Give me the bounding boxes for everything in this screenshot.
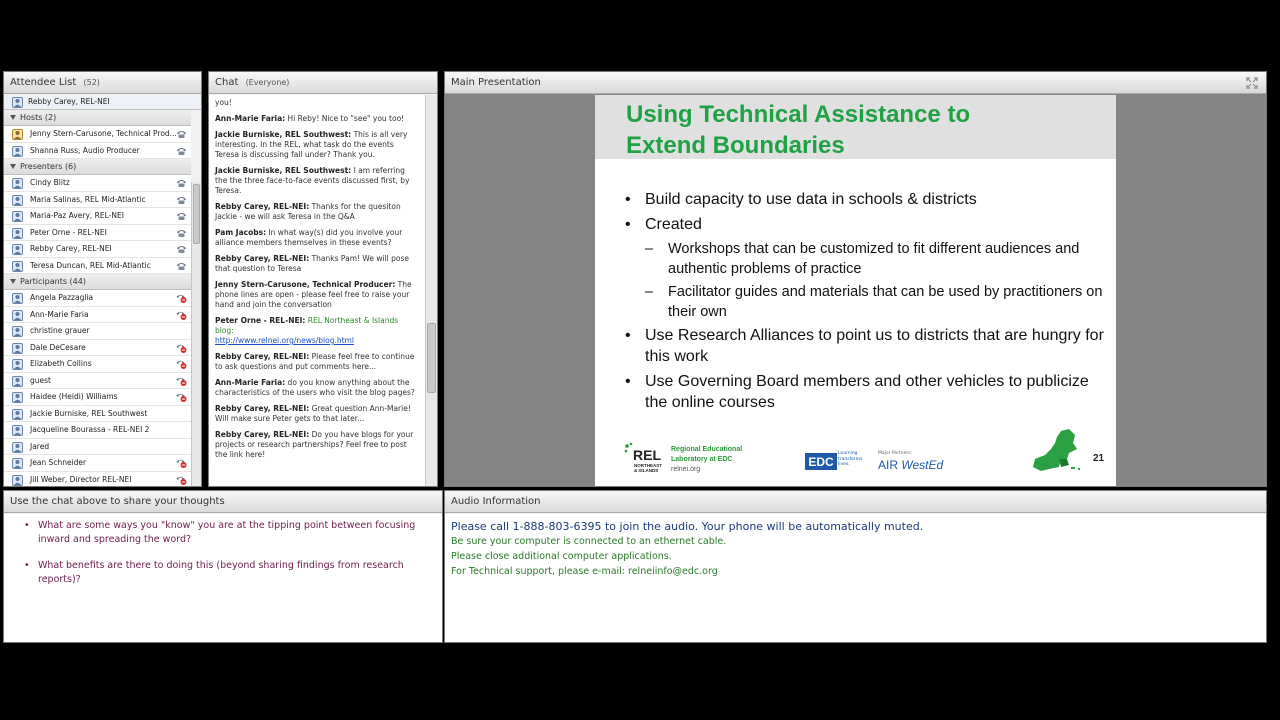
- attendee-row[interactable]: [4, 175, 191, 192]
- edc-logo-text: EDC: [808, 455, 834, 469]
- slide-sub-bullet: – Workshops that can be customized to fit different audiences and authentic problems of practice: [625, 239, 1105, 279]
- slide-bullet: • Created: [625, 214, 1105, 235]
- edc-tag-line: transforms: [838, 456, 863, 462]
- chat-sender: Jackie Burniske, REL Southwest:: [215, 130, 352, 139]
- phone-icon: [176, 195, 187, 205]
- chat-message: [215, 166, 419, 196]
- slide-title-line: Using Technical Assistance to: [626, 101, 971, 128]
- audio-instruction: Be sure your computer is connected to an ethernet cable.: [451, 536, 727, 547]
- chat-sender: Rebby Carey, REL-NEI:: [215, 404, 310, 413]
- rel-org-name: [671, 445, 742, 475]
- phone-muted-icon: [176, 359, 187, 369]
- participant-icon: [12, 376, 23, 387]
- partner-logos: [878, 458, 943, 472]
- chat-message: [215, 352, 419, 372]
- audio-instruction: Please close additional computer applications.: [451, 551, 672, 562]
- attendee-name: Rebby Carey, REL-NEI: [30, 244, 112, 253]
- chat-header: [209, 72, 437, 94]
- rel-url: relnei.org: [671, 466, 701, 473]
- attendee-name: Dale DeCesare: [30, 342, 86, 352]
- chat-sender: Ann-Marie Faria:: [215, 378, 286, 387]
- presentation-pod: [444, 71, 1267, 487]
- chat-message: [215, 378, 419, 398]
- chat-text: Please feel free to continue to ask questions and put comments here...: [215, 352, 415, 371]
- chat-text: Great question Ann-Marie! Will make sure Peter gets to that later...: [215, 404, 411, 423]
- attendee-row[interactable]: [4, 439, 191, 456]
- attendee-row[interactable]: [4, 208, 191, 225]
- edc-logo: [805, 453, 837, 470]
- chat-message: [215, 130, 419, 160]
- phone-muted-icon: [176, 293, 187, 303]
- group-hosts[interactable]: [4, 110, 191, 126]
- attendee-name: Jacqueline Bourassa - REL-NEI 2: [30, 425, 150, 434]
- presenter-icon: [12, 195, 23, 206]
- audio-pod: [444, 490, 1267, 643]
- slide: [595, 95, 1116, 487]
- chat-sender: Rebby Carey, REL-NEI:: [215, 352, 310, 361]
- phone-icon: [176, 261, 187, 271]
- chat-text: Thanks Pam! We will pose that question to Teresa: [215, 254, 409, 273]
- chat-message: [215, 280, 419, 310]
- edc-tag-line: lives.: [838, 462, 850, 467]
- chat-text: you!: [215, 98, 232, 107]
- notes-title: Use the chat above to share your thoughts: [10, 496, 225, 507]
- audio-body: [445, 514, 1266, 642]
- attendee-row[interactable]: [4, 373, 191, 390]
- chat-text: This is all very interesting. In the REL, what task do the events Teresa is discussing fall under? Thank you.: [215, 130, 408, 159]
- attendee-row[interactable]: [4, 406, 191, 423]
- phone-muted-icon: [176, 458, 187, 468]
- phone-muted-icon: [176, 392, 187, 402]
- current-user-row[interactable]: [4, 94, 201, 110]
- chat-sender: Ann-Marie Faria:: [215, 114, 286, 123]
- attendee-name: Shanna Russ, Audio Producer: [30, 145, 140, 155]
- attendee-row[interactable]: [4, 340, 191, 357]
- audio-title: Audio Information: [451, 496, 541, 507]
- group-presenters-label: Presenters (6): [20, 162, 77, 171]
- participant-icon: [12, 310, 23, 321]
- slide-bullet: • Use Governing Board members and other vehicles to publicize the online courses: [625, 371, 1105, 413]
- attendee-row[interactable]: [4, 192, 191, 209]
- rel-logo: [623, 442, 671, 478]
- attendee-name: Jared: [30, 441, 50, 451]
- attendee-name: Elizabeth Collins: [30, 359, 92, 368]
- slide-title-line: Extend Boundaries: [626, 132, 845, 159]
- participant-icon: [12, 458, 23, 469]
- chat-message: [215, 228, 419, 248]
- chat-messages: [209, 95, 425, 486]
- attendee-scroll-thumb[interactable]: [193, 184, 200, 244]
- partners-label: Major Partners:: [878, 451, 913, 456]
- slide-bullets: [625, 189, 1105, 417]
- chat-sender: Rebby Carey, REL-NEI:: [215, 254, 310, 263]
- phone-icon: [176, 146, 187, 156]
- edc-tagline: [838, 451, 862, 468]
- attendee-name: Jenny Stern-Carusone, Technical Prod...: [30, 129, 177, 138]
- attendee-name: christine grauer: [30, 326, 90, 335]
- slide-bullet: • Use Research Alliances to point us to districts that are hungry for this work: [625, 325, 1105, 367]
- audio-dial-in: Please call 1-888-803-6395 to join the audio. Your phone will be automatically muted.: [451, 520, 924, 533]
- participant-icon: [12, 392, 23, 403]
- host-icon: [12, 129, 23, 140]
- chat-scrollbar[interactable]: [425, 95, 437, 486]
- fullscreen-icon[interactable]: [1246, 77, 1258, 89]
- participant-icon: [12, 359, 23, 370]
- notes-body: [4, 514, 442, 642]
- phone-muted-icon: [176, 343, 187, 353]
- attendee-row[interactable]: [4, 389, 191, 406]
- chat-scope[interactable]: (Everyone): [245, 78, 290, 87]
- attendee-name: Ann-Marie Faria: [30, 309, 89, 319]
- chat-scroll-thumb[interactable]: [427, 323, 436, 393]
- rel-name-line: Laboratory at EDC: [671, 456, 733, 463]
- attendee-row[interactable]: [4, 307, 191, 324]
- chat-sender: Rebby Carey, REL-NEI:: [215, 202, 310, 211]
- attendee-row[interactable]: [4, 258, 191, 275]
- phone-icon: [176, 211, 187, 221]
- discussion-question: • What benefits are there to doing this (beyond sharing findings from research reports)?: [24, 559, 430, 587]
- participant-icon: [12, 442, 23, 453]
- rel-logo-text: REL: [633, 447, 661, 463]
- attendee-name: Maria-Paz Avery, REL-NEI: [30, 211, 124, 220]
- chat-sender: Peter Orne - REL-NEI:: [215, 316, 306, 325]
- chat-message: [215, 316, 419, 346]
- northeast-map-icon: [1031, 429, 1085, 475]
- rel-logo-sub: NORTHEAST: [634, 463, 662, 468]
- chat-text: REL Northeast & Islands blog:: [215, 316, 399, 335]
- attendee-name: Cindy Blitz: [30, 178, 70, 187]
- rel-name-line: Regional Educational: [671, 446, 743, 453]
- participant-icon: [12, 425, 23, 436]
- participant-icon: [12, 475, 23, 486]
- chat-message: [215, 202, 419, 222]
- chat-sender: Jackie Burniske, REL Southwest:: [215, 166, 352, 175]
- presentation-title: Main Presentation: [451, 77, 541, 88]
- slide-bullet: • Build capacity to use data in schools & districts: [625, 189, 1105, 210]
- chat-title: Chat: [215, 77, 239, 88]
- attendee-name: Haidee (Heidi) Williams: [30, 392, 118, 401]
- participant-icon: [12, 293, 23, 304]
- current-user-name: Rebby Carey, REL-NEI: [28, 97, 110, 106]
- participant-icon: [12, 409, 23, 420]
- user-status-icon: [12, 97, 23, 108]
- attendee-row[interactable]: [4, 225, 191, 242]
- group-participants[interactable]: [4, 274, 191, 290]
- presenter-icon: [12, 211, 23, 222]
- presenter-icon: [12, 244, 23, 255]
- phone-icon: [176, 244, 187, 254]
- chat-message: [215, 404, 419, 424]
- group-participants-label: Participants (44): [20, 277, 86, 286]
- chat-text: Thanks for the quesiton Jackie - we will ask Teresa in the Q&A: [215, 202, 401, 221]
- attendee-row[interactable]: [4, 143, 191, 160]
- attendee-name: guest: [30, 375, 51, 385]
- attendee-name: Peter Orne - REL-NEI: [30, 227, 107, 237]
- rel-logo-sub: & ISLANDS: [634, 468, 659, 473]
- presenter-icon: [12, 261, 23, 272]
- attendee-scrollbar[interactable]: [191, 182, 201, 486]
- slide-number: 21: [1093, 453, 1105, 464]
- audio-support: For Technical support, please e-mail: relneiinfo@edc.org: [451, 566, 718, 577]
- chat-pod: [208, 71, 438, 487]
- attendee-name: Teresa Duncan, REL Mid-Atlantic: [30, 260, 151, 270]
- wested-logo: WestEd: [901, 458, 944, 472]
- chat-text: Hi Reby! Nice to "see" you too!: [285, 114, 405, 123]
- notes-header: [4, 491, 442, 513]
- chat-sender: Jenny Stern-Carusone, Technical Producer:: [215, 280, 396, 289]
- chat-message: [215, 98, 419, 108]
- audio-header: [445, 491, 1266, 513]
- attendee-row[interactable]: [4, 323, 191, 340]
- participant-icon: [12, 326, 23, 337]
- air-logo: AIR: [878, 458, 899, 472]
- group-presenters[interactable]: [4, 159, 191, 175]
- chat-text: do you know anything about the characteristics of the users who visit the blog pages?: [215, 378, 415, 397]
- presentation-header: [445, 72, 1266, 94]
- edc-tag-line: Learning: [838, 451, 858, 456]
- attendee-count: (52): [83, 78, 100, 87]
- chat-message: [215, 114, 419, 124]
- group-hosts-label: Hosts (2): [20, 113, 57, 122]
- attendee-name: Jill Weber, Director REL-NEI: [30, 474, 132, 484]
- slide-title: [626, 99, 970, 161]
- attendee-name: Jean Schneider: [30, 458, 87, 467]
- attendee-row[interactable]: [4, 290, 191, 307]
- attendee-name: Jackie Burniske, REL Southwest: [30, 408, 148, 418]
- chat-sender: Rebby Carey, REL-NEI:: [215, 430, 310, 439]
- attendee-row[interactable]: [4, 455, 191, 472]
- phone-icon: [176, 228, 187, 238]
- chat-text: I am referring the the three face-to-face events discussed first, by Teresa.: [215, 166, 410, 195]
- chat-sender: Pam Jacobs:: [215, 228, 267, 237]
- phone-muted-icon: [176, 310, 187, 320]
- phone-muted-icon: [176, 376, 187, 386]
- presenter-icon: [12, 178, 23, 189]
- slide-sub-bullet: – Facilitator guides and materials that can be used by practitioners on their own: [625, 282, 1105, 322]
- attendee-name: Maria Salinas, REL Mid-Atlantic: [30, 194, 146, 204]
- attendee-row[interactable]: [4, 356, 191, 373]
- attendee-list-pod: [3, 71, 202, 487]
- host-icon: [12, 146, 23, 157]
- notes-pod: [3, 490, 443, 643]
- attendee-row[interactable]: [4, 126, 191, 143]
- presenter-icon: [12, 228, 23, 239]
- chat-text: In what way(s) did you involve your alliance members themselves in these events?: [215, 228, 403, 247]
- attendee-row[interactable]: [4, 472, 191, 488]
- blog-link[interactable]: http://www.relnei.org/news/blog.html: [215, 336, 354, 345]
- attendee-list-title: Attendee List: [10, 77, 77, 88]
- chat-message: [215, 254, 419, 274]
- participant-icon: [12, 343, 23, 354]
- discussion-question: • What are some ways you "know" you are at the tipping point between focusing inward and spreading the word?: [24, 519, 430, 547]
- phone-icon: [176, 178, 187, 188]
- chat-text: The phone lines are open - please feel free to raise your hand and join the conversation: [215, 280, 412, 309]
- phone-icon: [176, 129, 187, 139]
- attendee-list-header: [4, 72, 201, 94]
- chat-text: Do you have blogs for your projects or research partnerships? Feel free to post the link here!: [215, 430, 414, 459]
- chat-message: [215, 430, 419, 460]
- attendee-name: Angela Pazzaglia: [30, 293, 94, 302]
- attendee-row[interactable]: [4, 422, 191, 439]
- phone-muted-icon: [176, 475, 187, 485]
- attendee-row[interactable]: [4, 241, 191, 258]
